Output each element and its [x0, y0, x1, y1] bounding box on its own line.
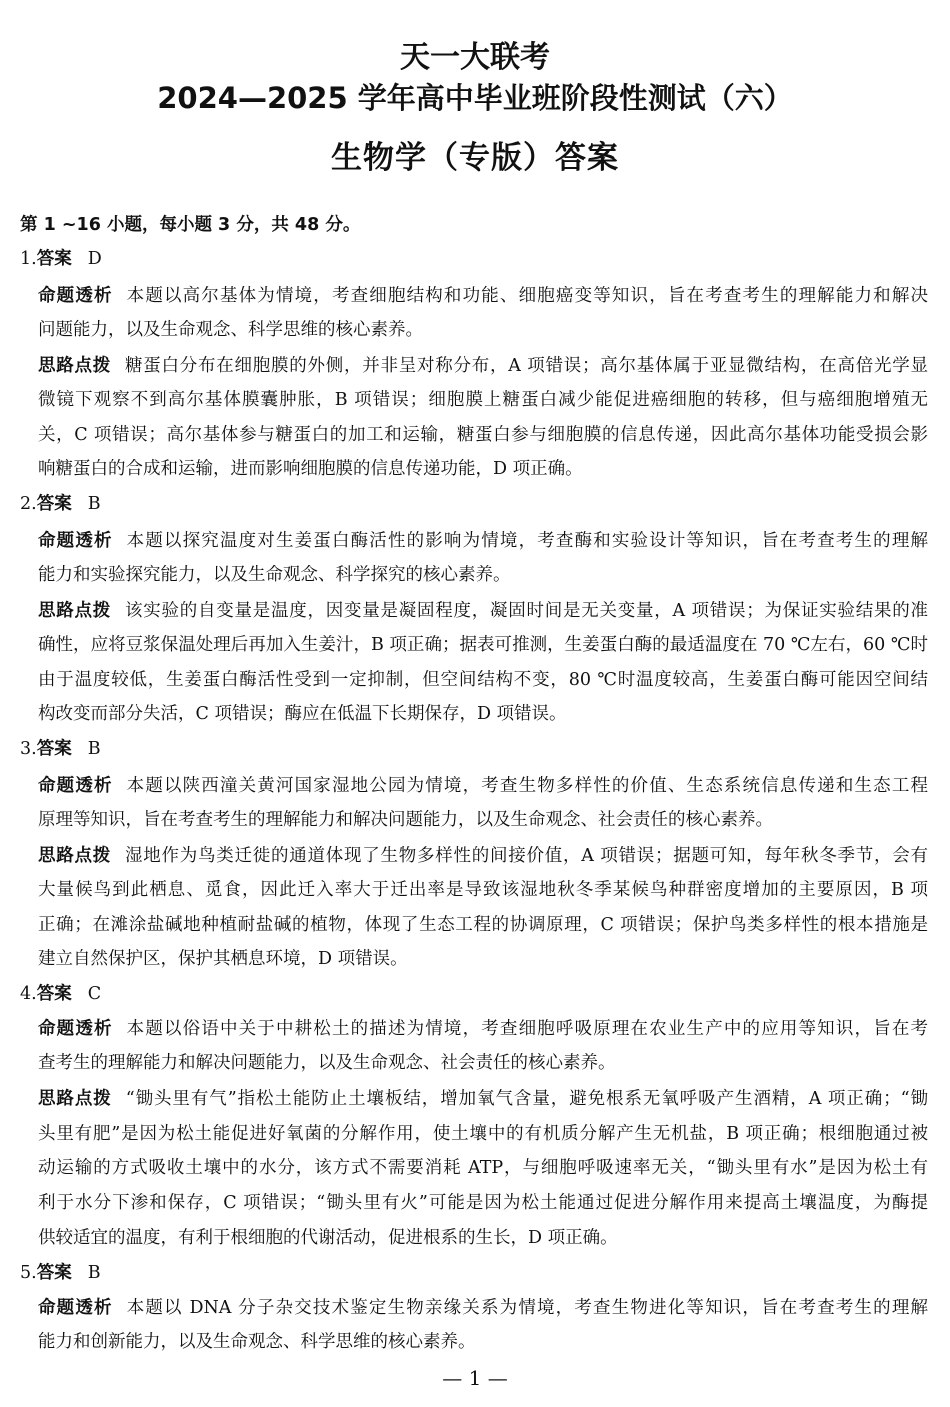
approach-line: 思路点拨 “锄头里有气”指松土能防止土壤板结，增加氧气含量，避免根系无氧呼吸产生酒精，A 项正确；“锄: [38, 1089, 928, 1109]
approach-line: 供较适宜的温度，有利于根细胞的代谢活动，促进根系的生长，D 项正确。: [38, 1228, 618, 1248]
analysis-line: 原理等知识，旨在考查考生的理解能力和解决问题能力，以及生命观念、社会责任的核心素养。: [38, 810, 773, 830]
analysis-line: 能力和创新能力，以及生命观念、科学思维的核心素养。: [38, 1332, 476, 1352]
approach-line: 建立自然保护区，保护其栖息环境，D 项错误。: [38, 949, 408, 969]
approach-line: 大量候鸟到此栖息、觅食，因此迁入率大于迁出率是导致该湿地秋冬季某候鸟种群密度增加的主要原因，B 项: [38, 880, 928, 900]
answer-value: B: [87, 739, 101, 759]
approach-line: 响糖蛋白的合成和运输，进而影响细胞膜的信息传递功能，D 项正确。: [38, 459, 583, 479]
approach-line: 确性，应将豆浆保温处理后再加入生姜汁，B 项正确；据表可推测，生姜蛋白酶的最适温度在 70 ℃左右，60 ℃时: [38, 635, 928, 655]
analysis-line: 命题透析 本题以探究温度对生姜蛋白酶活性的影响为情境，考查酶和实验设计等知识，旨在考查考生的理解: [38, 531, 929, 551]
analysis-line: 命题透析 本题以高尔基体为情境，考查细胞结构和功能、细胞癌变等知识，旨在考查考生的理解能力和解决: [38, 286, 929, 306]
question-number: 2.: [20, 494, 37, 514]
approach-line: 动运输的方式吸收土壤中的水分，该方式不需要消耗 ATP，与细胞呼吸速率无关，“锄头里有水”是因为松土有: [38, 1158, 928, 1178]
question-number: 5.: [20, 1263, 37, 1283]
analysis-line: 问题能力，以及生命观念、科学思维的核心素养。: [38, 320, 423, 340]
approach-line: 正确；在滩涂盐碱地种植耐盐碱的植物，体现了生态工程的协调原理，C 项错误；保护鸟类多样性的根本措施是: [38, 915, 928, 935]
approach-line: 由于温度较低，生姜蛋白酶活性受到一定抑制，但空间结构不变，80 ℃时温度较高，生姜蛋白酶可能因空间结: [38, 670, 928, 690]
analysis-label: 命题透析: [38, 531, 113, 551]
analysis-line: 命题透析 本题以俗语中关于中耕松土的描述为情境，考查细胞呼吸原理在农业生产中的应用等知识，旨在考: [38, 1019, 929, 1039]
approach-line: 思路点拨 该实验的自变量是温度，因变量是凝固程度，凝固时间是无关变量，A 项错误；为保证实验结果的准: [38, 601, 929, 621]
subject-title: 生物学（专版）答案: [331, 140, 619, 176]
approach-label: 思路点拨: [38, 1089, 112, 1109]
question-2-header: [20, 491, 101, 517]
analysis-line: 命题透析 本题以陕西潼关黄河国家湿地公园为情境，考查生物多样性的价值、生态系统信息传递和生态工程: [38, 776, 929, 796]
question-3-header: [20, 736, 101, 762]
approach-label: 思路点拨: [38, 846, 112, 866]
question-1-header: [20, 246, 102, 272]
analysis-label: 命题透析: [38, 776, 113, 796]
analysis-line: 命题透析 本题以 DNA 分子杂交技术鉴定生物亲缘关系为情境，考查生物进化等知识，旨在考查考生的理解: [38, 1298, 928, 1318]
approach-line: 利于水分下渗和保存，C 项错误；“锄头里有火”可能是因为松土能通过促进分解作用来提高土壤温度，为酶提: [38, 1193, 928, 1213]
answer-label: 答案: [36, 984, 72, 1004]
approach-label: 思路点拨: [38, 601, 112, 621]
answer-label: 答案: [36, 1263, 72, 1283]
approach-label: 思路点拨: [38, 356, 112, 376]
answer-value: D: [87, 249, 102, 269]
answer-value: C: [87, 984, 102, 1004]
page-number: — 1 —: [442, 1366, 508, 1390]
answer-label: 答案: [36, 739, 72, 759]
analysis-label: 命题透析: [38, 1019, 113, 1039]
answer-label: 答案: [36, 249, 72, 269]
answer-value: B: [87, 1263, 101, 1283]
exam-title: 2024—2025 学年高中毕业班阶段性测试（六）: [157, 81, 793, 115]
analysis-line: 查考生的理解能力和解决问题能力，以及生命观念、社会责任的核心素养。: [38, 1053, 616, 1073]
question-number: 4.: [20, 984, 37, 1004]
answer-value: B: [87, 494, 101, 514]
question-number: 1.: [20, 249, 37, 269]
section-intro: 第 1 ~16 小题，每小题 3 分，共 48 分。: [20, 215, 361, 235]
question-5-header: [20, 1260, 101, 1286]
question-4-header: [20, 981, 101, 1007]
approach-line: 微镜下观察不到高尔基体膜囊肿胀，B 项错误；细胞膜上糖蛋白减少能促进癌细胞的转移，但与癌细胞增殖无: [38, 390, 928, 410]
analysis-label: 命题透析: [38, 286, 113, 306]
org-title: 天一大联考: [400, 40, 550, 75]
analysis-line: 能力和实验探究能力，以及生命观念、科学探究的核心素养。: [38, 565, 511, 585]
approach-line: 思路点拨 糖蛋白分布在细胞膜的外侧，并非呈对称分布，A 项错误；高尔基体属于亚显微结构，在高倍光学显: [38, 356, 929, 376]
question-number: 3.: [20, 739, 37, 759]
approach-line: 构改变而部分失活，C 项错误；酶应在低温下长期保存，D 项错误。: [38, 704, 567, 724]
analysis-label: 命题透析: [38, 1298, 113, 1318]
answer-label: 答案: [36, 494, 72, 514]
approach-line: 关，C 项错误；高尔基体参与糖蛋白的加工和运输，糖蛋白参与细胞膜的信息传递，因此高尔基体功能受损会影: [38, 425, 928, 445]
approach-line: 思路点拨 湿地作为鸟类迁徙的通道体现了生物多样性的间接价值，A 项错误；据题可知，每年秋冬季节，会有: [38, 846, 929, 866]
approach-line: 头里有肥”是因为松土能促进好氧菌的分解作用，使土壤中的有机质分解产生无机盐，B 项正确；根细胞通过被: [38, 1124, 928, 1144]
